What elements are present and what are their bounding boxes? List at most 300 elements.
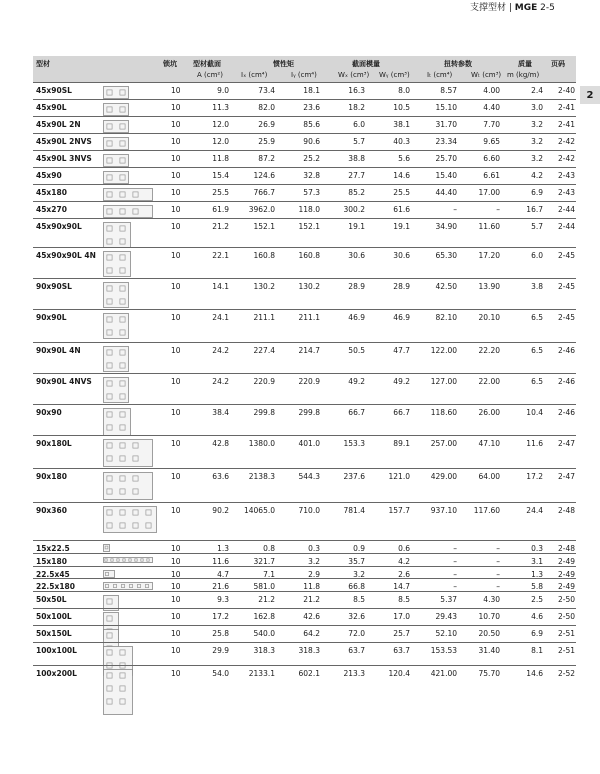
cell-iy: 64.2 — [303, 629, 320, 638]
cell-m: 6.9 — [531, 188, 543, 197]
cell-iy: 401.0 — [298, 439, 320, 448]
cell-iy: 90.6 — [303, 137, 320, 146]
cell-p: 2-46 — [557, 377, 575, 386]
cell-a: 17.2 — [212, 612, 229, 621]
cell-wt: 4.00 — [483, 86, 500, 95]
cell-iy: 0.3 — [308, 544, 320, 553]
cell-wx: 32.6 — [348, 612, 365, 621]
cell-iy: 211.1 — [298, 313, 320, 322]
profile-cross-section-icon — [103, 408, 131, 436]
table-row — [33, 502, 576, 540]
cell-ix: 124.6 — [253, 171, 275, 180]
profile-cross-section-icon — [103, 154, 129, 167]
cell-m: 2.4 — [531, 86, 543, 95]
cell-wy: 28.9 — [393, 282, 410, 291]
cell-m: 24.4 — [526, 506, 543, 515]
cell-groove: 10 — [171, 408, 181, 417]
cell-p: 2-41 — [557, 120, 575, 129]
table-row — [33, 435, 576, 468]
table-row — [33, 133, 576, 150]
cell-groove: 10 — [171, 439, 181, 448]
cell-a: 12.0 — [212, 137, 229, 146]
cell-ix: 25.9 — [258, 137, 275, 146]
cell-ix: 211.1 — [253, 313, 275, 322]
cell-it: 118.60 — [430, 408, 457, 417]
cell-iy: 11.8 — [303, 582, 320, 591]
cell-a: 9.0 — [217, 86, 229, 95]
cell-iy: 130.2 — [298, 282, 320, 291]
cell-iy: 118.0 — [298, 205, 320, 214]
cell-m: 6.0 — [531, 251, 543, 260]
cell-it: 82.10 — [435, 313, 457, 322]
cell-groove: 10 — [171, 669, 181, 678]
profile-name: 45x90 — [36, 171, 62, 180]
cell-it: 34.90 — [435, 222, 457, 231]
table-row — [33, 553, 576, 566]
cell-it: 15.40 — [435, 171, 457, 180]
cell-wx: 30.6 — [348, 251, 365, 260]
cell-wy: 0.6 — [398, 544, 410, 553]
table-row — [33, 540, 576, 553]
cell-a: 1.3 — [217, 544, 229, 553]
col-wt-unit: Wₜ (cm³) — [471, 71, 502, 79]
cell-m: 6.5 — [531, 377, 543, 386]
cell-groove: 10 — [171, 595, 181, 604]
cell-a: 21.6 — [212, 582, 229, 591]
cell-wx: 16.3 — [348, 86, 365, 95]
cell-ix: 227.4 — [253, 346, 275, 355]
cell-it: – — [453, 557, 457, 566]
cell-ix: 2133.1 — [248, 669, 275, 678]
cell-p: 2-40 — [557, 86, 575, 95]
cell-groove: 10 — [171, 377, 181, 386]
cell-p: 2-45 — [557, 251, 575, 260]
cell-groove: 10 — [171, 557, 181, 566]
cell-groove: 10 — [171, 612, 181, 621]
cell-iy: 42.6 — [303, 612, 320, 621]
cell-a: 15.4 — [212, 171, 229, 180]
page-header — [470, 0, 555, 13]
profile-cross-section-icon — [103, 251, 131, 277]
cell-wt: 75.70 — [478, 669, 500, 678]
cell-ix: 581.0 — [253, 582, 275, 591]
cell-ix: 299.8 — [253, 408, 275, 417]
cell-wx: 38.8 — [348, 154, 365, 163]
cell-ix: 0.8 — [263, 544, 275, 553]
cell-ix: 7.1 — [263, 570, 275, 579]
header-brand: MGE — [514, 3, 538, 13]
cell-iy: 21.2 — [303, 595, 320, 604]
cell-wx: 5.7 — [353, 137, 365, 146]
cell-ix: 14065.0 — [243, 506, 275, 515]
cell-ix: 321.7 — [253, 557, 275, 566]
cell-p: 2-49 — [557, 582, 575, 591]
cell-ix: 162.8 — [253, 612, 275, 621]
cell-m: 3.1 — [531, 557, 543, 566]
cell-wy: 5.6 — [398, 154, 410, 163]
cell-it: 937.10 — [430, 506, 457, 515]
cell-wy: 49.2 — [393, 377, 410, 386]
profile-name: 50x150L — [36, 629, 72, 638]
cell-m: 5.7 — [531, 222, 543, 231]
cell-m: 3.2 — [531, 120, 543, 129]
table-row — [33, 566, 576, 578]
table-row — [33, 150, 576, 167]
col-area-unit: A (cm²) — [197, 71, 223, 79]
cell-wx: 72.0 — [348, 629, 365, 638]
cell-ix: 73.4 — [258, 86, 275, 95]
cell-p: 2-46 — [557, 408, 575, 417]
cell-wy: 19.1 — [393, 222, 410, 231]
cell-it: 257.00 — [430, 439, 457, 448]
cell-wx: 0.9 — [353, 544, 365, 553]
cell-wx: 49.2 — [348, 377, 365, 386]
cell-a: 24.1 — [212, 313, 229, 322]
profile-table — [33, 56, 576, 710]
table-header — [33, 56, 576, 82]
cell-iy: 32.8 — [303, 171, 320, 180]
cell-it: 29.43 — [435, 612, 457, 621]
cell-ix: 1380.0 — [248, 439, 275, 448]
cell-groove: 10 — [171, 188, 181, 197]
cell-a: 11.8 — [212, 154, 229, 163]
cell-wx: 153.3 — [343, 439, 365, 448]
col-iy-unit: Iᵧ (cm⁴) — [291, 71, 317, 79]
profile-cross-section-icon — [103, 222, 131, 248]
profile-name: 45x90x90L 4N — [36, 251, 96, 260]
cell-it: 44.40 — [435, 188, 457, 197]
table-row — [33, 201, 576, 218]
cell-m: 6.5 — [531, 313, 543, 322]
cell-ix: 2138.3 — [248, 472, 275, 481]
cell-wt: – — [496, 582, 500, 591]
cell-groove: 10 — [171, 629, 181, 638]
table-row — [33, 342, 576, 373]
cell-wx: 8.5 — [353, 595, 365, 604]
cell-a: 25.5 — [212, 188, 229, 197]
cell-iy: 85.6 — [303, 120, 320, 129]
profile-name: 90x360 — [36, 506, 67, 515]
cell-wx: 63.7 — [348, 646, 365, 655]
cell-a: 11.6 — [212, 557, 229, 566]
cell-groove: 10 — [171, 282, 181, 291]
table-row — [33, 99, 576, 116]
profile-name: 90x90L 4NVS — [36, 377, 92, 386]
cell-ix: 318.3 — [253, 646, 275, 655]
profile-cross-section-icon — [103, 346, 129, 372]
cell-wy: 17.0 — [393, 612, 410, 621]
cell-groove: 10 — [171, 544, 181, 553]
cell-wx: 66.7 — [348, 408, 365, 417]
cell-it: – — [453, 205, 457, 214]
cell-wy: 121.0 — [388, 472, 410, 481]
profile-name: 50x100L — [36, 612, 72, 621]
profile-cross-section-icon — [103, 120, 129, 133]
cell-groove: 10 — [171, 346, 181, 355]
profile-cross-section-icon — [103, 188, 153, 201]
profile-cross-section-icon — [103, 86, 129, 99]
cell-wt: 31.40 — [478, 646, 500, 655]
header-separator: | — [506, 3, 515, 13]
cell-wx: 85.2 — [348, 188, 365, 197]
cell-it: 23.34 — [435, 137, 457, 146]
cell-wt: 13.90 — [478, 282, 500, 291]
cell-it: 127.00 — [430, 377, 457, 386]
profile-name: 100x100L — [36, 646, 77, 655]
table-body — [33, 82, 576, 710]
cell-wt: 22.20 — [478, 346, 500, 355]
cell-wy: 61.6 — [393, 205, 410, 214]
cell-m: 6.5 — [531, 346, 543, 355]
cell-groove: 10 — [171, 313, 181, 322]
cell-wt: 6.60 — [483, 154, 500, 163]
cell-wy: 25.5 — [393, 188, 410, 197]
cell-wx: 46.9 — [348, 313, 365, 322]
cell-wy: 66.7 — [393, 408, 410, 417]
profile-name: 45x270 — [36, 205, 67, 214]
chapter-tab: 2 — [580, 86, 600, 104]
table-row — [33, 82, 576, 99]
cell-ix: 766.7 — [253, 188, 275, 197]
cell-wt: 20.10 — [478, 313, 500, 322]
cell-p: 2-51 — [557, 646, 575, 655]
cell-wx: 27.7 — [348, 171, 365, 180]
cell-p: 2-51 — [557, 629, 575, 638]
cell-m: 4.2 — [531, 171, 543, 180]
cell-groove: 10 — [171, 472, 181, 481]
cell-a: 61.9 — [212, 205, 229, 214]
cell-a: 9.3 — [217, 595, 229, 604]
cell-p: 2-44 — [557, 205, 575, 214]
cell-iy: 25.2 — [303, 154, 320, 163]
cell-a: 21.2 — [212, 222, 229, 231]
cell-wy: 4.2 — [398, 557, 410, 566]
table-row — [33, 309, 576, 342]
cell-wy: 25.7 — [393, 629, 410, 638]
profile-name: 22.5x45 — [36, 570, 70, 579]
cell-wx: 213.3 — [343, 669, 365, 678]
table-row — [33, 578, 576, 591]
cell-wx: 19.1 — [348, 222, 365, 231]
col-mass-unit: m (kg/m) — [507, 71, 540, 79]
profile-cross-section-icon — [103, 137, 129, 150]
cell-groove: 10 — [171, 251, 181, 260]
cell-ix: 160.8 — [253, 251, 275, 260]
cell-a: 54.0 — [212, 669, 229, 678]
profile-name: 90x180 — [36, 472, 67, 481]
cell-p: 2-42 — [557, 154, 575, 163]
cell-wt: – — [496, 205, 500, 214]
col-modulus-header: 截面模量 — [352, 60, 380, 68]
cell-groove: 10 — [171, 570, 181, 579]
col-it-unit: Iₜ (cm⁴) — [427, 71, 453, 79]
profile-name: 90x90SL — [36, 282, 72, 291]
col-area-header: 型材截面 — [193, 60, 221, 68]
cell-m: 3.8 — [531, 282, 543, 291]
cell-ix: 21.2 — [258, 595, 275, 604]
cell-wx: 781.4 — [343, 506, 365, 515]
cell-wy: 38.1 — [393, 120, 410, 129]
cell-it: 429.00 — [430, 472, 457, 481]
cell-p: 2-50 — [557, 595, 575, 604]
cell-wt: 64.00 — [478, 472, 500, 481]
profile-cross-section-icon — [103, 377, 129, 403]
cell-wt: – — [496, 544, 500, 553]
profile-name: 45x90L 3NVS — [36, 154, 92, 163]
cell-m: 14.6 — [526, 669, 543, 678]
profile-cross-section-icon — [103, 506, 157, 533]
cell-ix: 82.0 — [258, 103, 275, 112]
profile-name: 45x90L 2NVS — [36, 137, 92, 146]
cell-p: 2-49 — [557, 557, 575, 566]
col-inertia-header: 惯性矩 — [273, 60, 294, 68]
cell-p: 2-50 — [557, 612, 575, 621]
cell-wy: 157.7 — [388, 506, 410, 515]
cell-iy: 23.6 — [303, 103, 320, 112]
cell-p: 2-48 — [557, 544, 575, 553]
profile-name: 45x90L — [36, 103, 67, 112]
cell-it: – — [453, 544, 457, 553]
profile-name: 100x200L — [36, 669, 77, 678]
table-row — [33, 591, 576, 608]
cell-p: 2-47 — [557, 472, 575, 481]
profile-name: 45x180 — [36, 188, 67, 197]
cell-wt: 11.60 — [478, 222, 500, 231]
col-torsion-header: 扭转参数 — [444, 60, 472, 68]
cell-wy: 8.0 — [398, 86, 410, 95]
cell-p: 2-43 — [557, 171, 575, 180]
cell-a: 12.0 — [212, 120, 229, 129]
cell-wt: 22.00 — [478, 377, 500, 386]
profile-name: 45x90L 2N — [36, 120, 81, 129]
cell-groove: 10 — [171, 120, 181, 129]
cell-a: 24.2 — [212, 346, 229, 355]
cell-m: 16.7 — [526, 205, 543, 214]
header-page-number: 2-5 — [540, 3, 555, 13]
table-row — [33, 218, 576, 247]
cell-wx: 6.0 — [353, 120, 365, 129]
cell-wy: 47.7 — [393, 346, 410, 355]
cell-ix: 220.9 — [253, 377, 275, 386]
cell-p: 2-48 — [557, 506, 575, 515]
cell-m: 10.4 — [526, 408, 543, 417]
cell-m: 4.6 — [531, 612, 543, 621]
cell-iy: 602.1 — [298, 669, 320, 678]
cell-m: 1.3 — [531, 570, 543, 579]
cell-iy: 299.8 — [298, 408, 320, 417]
header-title: 支撑型材 — [470, 3, 507, 13]
profile-cross-section-icon — [103, 282, 129, 308]
cell-iy: 57.3 — [303, 188, 320, 197]
cell-iy: 220.9 — [298, 377, 320, 386]
cell-wt: 4.40 — [483, 103, 500, 112]
cell-wt: 7.70 — [483, 120, 500, 129]
cell-groove: 10 — [171, 646, 181, 655]
cell-p: 2-45 — [557, 282, 575, 291]
cell-it: 153.53 — [430, 646, 457, 655]
cell-groove: 10 — [171, 171, 181, 180]
cell-ix: 152.1 — [253, 222, 275, 231]
cell-m: 8.1 — [531, 646, 543, 655]
cell-it: 52.10 — [435, 629, 457, 638]
cell-wx: 3.2 — [353, 570, 365, 579]
cell-m: 0.3 — [531, 544, 543, 553]
cell-it: 8.57 — [440, 86, 457, 95]
cell-wx: 35.7 — [348, 557, 365, 566]
cell-groove: 10 — [171, 205, 181, 214]
col-mass-header: 质量 — [518, 60, 532, 68]
cell-a: 25.8 — [212, 629, 229, 638]
cell-groove: 10 — [171, 103, 181, 112]
cell-a: 42.8 — [212, 439, 229, 448]
cell-a: 63.6 — [212, 472, 229, 481]
cell-it: 65.30 — [435, 251, 457, 260]
cell-iy: 214.7 — [298, 346, 320, 355]
cell-wt: 17.00 — [478, 188, 500, 197]
table-row — [33, 116, 576, 133]
profile-name: 45x90x90L — [36, 222, 82, 231]
cell-wy: 30.6 — [393, 251, 410, 260]
cell-groove: 10 — [171, 222, 181, 231]
profile-cross-section-icon — [103, 313, 129, 339]
cell-it: 122.00 — [430, 346, 457, 355]
cell-wt: 26.00 — [478, 408, 500, 417]
cell-wy: 14.7 — [393, 582, 410, 591]
cell-a: 22.1 — [212, 251, 229, 260]
col-groove-header: 锁坑 — [163, 60, 177, 68]
cell-wt: 9.65 — [483, 137, 500, 146]
cell-wt: 47.10 — [478, 439, 500, 448]
cell-groove: 10 — [171, 506, 181, 515]
profile-name: 90x90 — [36, 408, 62, 417]
profile-cross-section-icon — [103, 570, 115, 578]
table-row — [33, 665, 576, 710]
cell-it: 421.00 — [430, 669, 457, 678]
table-row — [33, 625, 576, 642]
profile-name: 50x50L — [36, 595, 67, 604]
cell-m: 11.6 — [526, 439, 543, 448]
profile-name: 90x180L — [36, 439, 72, 448]
cell-a: 29.9 — [212, 646, 229, 655]
cell-a: 24.2 — [212, 377, 229, 386]
cell-it: 31.70 — [435, 120, 457, 129]
profile-cross-section-icon — [103, 205, 153, 218]
cell-wy: 8.5 — [398, 595, 410, 604]
cell-iy: 3.2 — [308, 557, 320, 566]
cell-wx: 300.2 — [343, 205, 365, 214]
table-row — [33, 184, 576, 201]
profile-cross-section-icon — [103, 544, 110, 552]
cell-p: 2-47 — [557, 439, 575, 448]
cell-wy: 89.1 — [393, 439, 410, 448]
col-page-header: 页码 — [551, 60, 565, 68]
profile-cross-section-icon — [103, 171, 129, 184]
profile-name: 90x90L 4N — [36, 346, 81, 355]
table-row — [33, 247, 576, 278]
table-row — [33, 642, 576, 665]
cell-m: 3.2 — [531, 137, 543, 146]
cell-wt: 10.70 — [478, 612, 500, 621]
table-row — [33, 278, 576, 309]
cell-iy: 2.9 — [308, 570, 320, 579]
cell-m: 2.5 — [531, 595, 543, 604]
profile-cross-section-icon — [103, 582, 153, 590]
table-row — [33, 468, 576, 502]
table-row — [33, 608, 576, 625]
cell-iy: 152.1 — [298, 222, 320, 231]
cell-it: – — [453, 582, 457, 591]
cell-wy: 14.6 — [393, 171, 410, 180]
